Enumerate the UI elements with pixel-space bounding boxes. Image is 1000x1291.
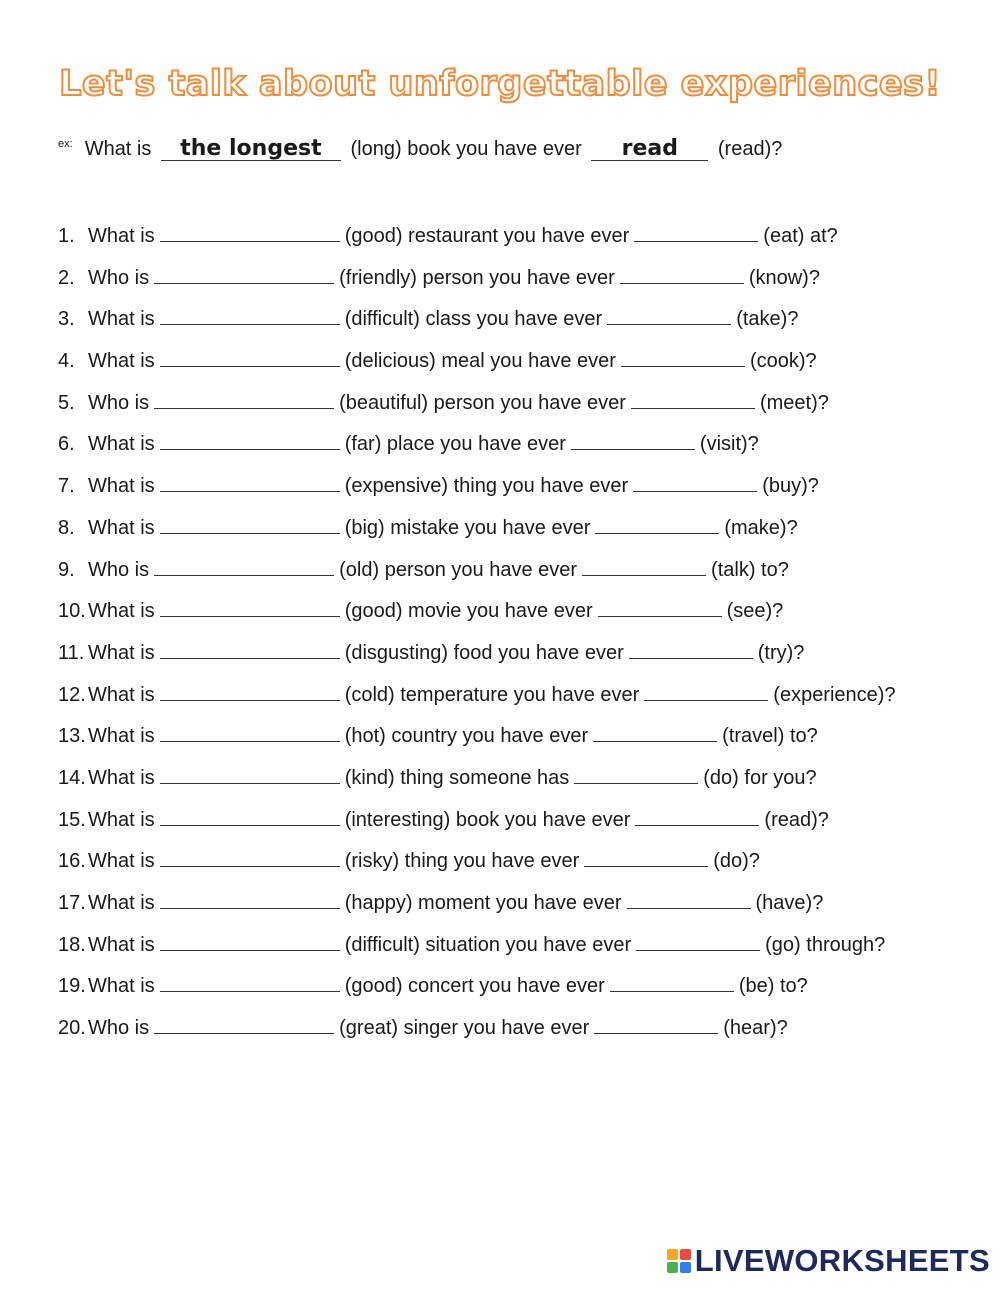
question-middle: (good) restaurant you have ever (344, 225, 630, 247)
question-item (58, 350, 896, 392)
logo-square-3 (667, 1262, 678, 1273)
question-number: 19. (58, 975, 86, 998)
question-item (58, 392, 896, 434)
answer-blank-verb[interactable] (620, 282, 744, 284)
answer-blank-verb[interactable] (584, 865, 708, 867)
question-middle: (interesting) book you have ever (344, 808, 631, 831)
question-end: (go) through? (765, 933, 886, 956)
question-start: What is (88, 600, 155, 623)
question-text (88, 225, 838, 248)
example-prefix: What is (84, 138, 152, 160)
question-item (58, 767, 896, 809)
question-end: (hear)? (723, 1017, 788, 1040)
question-text (88, 392, 829, 415)
answer-blank-verb[interactable] (636, 949, 760, 951)
answer-blank-adjective[interactable] (160, 699, 340, 701)
question-start: What is (88, 475, 155, 498)
question-item (58, 475, 896, 517)
example-sentence (58, 138, 782, 161)
question-number: 9. (58, 558, 75, 581)
example-middle: (long) book you have ever (350, 138, 582, 160)
question-list (58, 225, 896, 1059)
question-item (58, 225, 896, 267)
answer-blank-adjective[interactable] (160, 740, 340, 742)
question-start: What is (88, 350, 155, 373)
question-item (58, 725, 896, 767)
question-item (58, 892, 896, 934)
question-text (88, 308, 798, 331)
answer-blank-adjective[interactable] (160, 782, 340, 784)
question-number: 2. (58, 266, 75, 289)
answer-blank-adjective[interactable] (160, 907, 340, 909)
answer-blank-verb[interactable] (621, 365, 745, 367)
question-item (58, 559, 896, 601)
question-text (88, 350, 817, 373)
question-end: (know)? (748, 266, 820, 289)
question-item (58, 433, 896, 475)
question-text (88, 600, 783, 623)
question-middle: (disgusting) food you have ever (344, 641, 624, 664)
question-number: 16. (58, 850, 86, 873)
example-answer-1: the longest (161, 138, 341, 161)
question-number: 17. (58, 892, 86, 914)
answer-blank-verb[interactable] (629, 657, 753, 659)
worksheet-title: Let's talk about unforgettable experiences! (59, 64, 941, 104)
question-end: (see)? (726, 600, 784, 623)
answer-blank-adjective[interactable] (154, 407, 334, 409)
question-start: What is (88, 433, 155, 456)
question-text (88, 975, 808, 998)
question-number: 20. (58, 1017, 86, 1040)
question-end: (cook)? (749, 350, 817, 373)
question-middle: (cold) temperature you have ever (344, 683, 640, 706)
answer-blank-verb[interactable] (634, 240, 758, 242)
question-end: (eat) at? (763, 225, 838, 247)
question-number: 13. (58, 725, 86, 748)
question-middle: (happy) moment you have ever (344, 892, 622, 914)
answer-blank-verb[interactable] (574, 782, 698, 784)
answer-blank-verb[interactable] (607, 323, 731, 325)
answer-blank-adjective[interactable] (160, 240, 340, 242)
question-start: What is (88, 725, 155, 748)
question-start: Who is (88, 558, 150, 581)
question-start: Who is (88, 266, 150, 289)
answer-blank-verb[interactable] (594, 1032, 718, 1034)
logo-square-1 (667, 1249, 678, 1260)
question-number: 11. (58, 641, 85, 664)
question-text (88, 475, 819, 498)
answer-blank-verb[interactable] (593, 740, 717, 742)
question-end: (buy)? (762, 475, 819, 498)
question-middle: (great) singer you have ever (339, 1017, 590, 1040)
question-start: Who is (88, 1017, 150, 1040)
question-end: (meet)? (759, 391, 829, 414)
question-start: What is (88, 808, 155, 831)
question-middle: (hot) country you have ever (344, 725, 589, 748)
question-item (58, 934, 896, 976)
question-middle: (kind) thing someone has (344, 766, 570, 789)
question-text (88, 850, 760, 873)
question-text (88, 1017, 788, 1040)
question-number: 1. (58, 225, 75, 247)
question-start: What is (88, 850, 155, 873)
question-number: 14. (58, 766, 86, 789)
question-start: What is (88, 308, 155, 331)
answer-blank-adjective[interactable] (160, 490, 340, 492)
logo-square-4 (680, 1262, 691, 1273)
answer-blank-adjective[interactable] (160, 323, 340, 325)
answer-blank-adjective[interactable] (160, 615, 340, 617)
question-start: What is (88, 225, 155, 247)
question-middle: (difficult) class you have ever (344, 308, 603, 331)
question-middle: (risky) thing you have ever (344, 850, 580, 873)
question-text (88, 517, 798, 540)
question-number: 4. (58, 350, 75, 373)
question-item (58, 517, 896, 559)
question-end: (do) for you? (703, 766, 817, 789)
question-start: What is (88, 516, 155, 539)
question-end: (make)? (724, 516, 798, 539)
answer-blank-adjective[interactable] (160, 448, 340, 450)
question-number: 5. (58, 391, 75, 414)
question-number: 10. (58, 600, 86, 623)
question-text (88, 684, 896, 707)
answer-blank-adjective[interactable] (154, 574, 334, 576)
question-middle: (difficult) situation you have ever (344, 933, 632, 956)
example-answer-2: read (591, 138, 708, 161)
answer-blank-adjective[interactable] (160, 532, 340, 534)
question-end: (read)? (764, 808, 829, 831)
answer-blank-verb[interactable] (633, 490, 757, 492)
question-end: (travel) to? (722, 725, 818, 748)
question-number: 8. (58, 516, 75, 539)
answer-blank-adjective[interactable] (160, 657, 340, 659)
question-middle: (big) mistake you have ever (344, 516, 591, 539)
question-end: (try)? (757, 641, 805, 664)
liveworksheets-logo-icon (667, 1249, 691, 1273)
answer-blank-verb[interactable] (598, 615, 722, 617)
question-middle: (delicious) meal you have ever (344, 350, 616, 373)
question-item (58, 267, 896, 309)
question-item (58, 850, 896, 892)
answer-blank-verb[interactable] (644, 699, 768, 701)
question-end: (experience)? (773, 683, 896, 706)
question-item (58, 809, 896, 851)
footer-brand (667, 1243, 990, 1279)
answer-blank-adjective[interactable] (160, 865, 340, 867)
answer-blank-verb[interactable] (631, 407, 755, 409)
question-number: 12. (58, 683, 86, 706)
question-middle: (good) movie you have ever (344, 600, 593, 623)
question-middle: (good) concert you have ever (344, 975, 605, 998)
answer-blank-adjective[interactable] (154, 1032, 334, 1034)
question-number: 3. (58, 308, 75, 331)
question-text (88, 809, 829, 832)
answer-blank-verb[interactable] (582, 574, 706, 576)
question-text (88, 433, 759, 456)
answer-blank-adjective[interactable] (160, 824, 340, 826)
question-text (88, 559, 789, 582)
answer-blank-adjective[interactable] (154, 282, 334, 284)
question-middle: (expensive) thing you have ever (344, 475, 629, 498)
question-item (58, 975, 896, 1017)
question-end: (do)? (713, 850, 760, 873)
question-middle: (friendly) person you have ever (339, 266, 615, 289)
question-start: What is (88, 975, 155, 998)
answer-blank-adjective[interactable] (160, 990, 340, 992)
question-number: 7. (58, 475, 75, 498)
logo-square-2 (680, 1249, 691, 1260)
question-start: What is (88, 766, 155, 789)
question-item (58, 308, 896, 350)
question-end: (have)? (755, 892, 824, 914)
question-text (88, 267, 820, 290)
question-end: (be) to? (738, 975, 808, 998)
answer-blank-adjective[interactable] (160, 365, 340, 367)
question-middle: (beautiful) person you have ever (339, 391, 626, 414)
question-end: (visit)? (699, 433, 759, 456)
question-number: 6. (58, 433, 75, 456)
question-item (58, 684, 896, 726)
question-text (88, 892, 823, 915)
question-start: Who is (88, 391, 150, 414)
answer-blank-verb[interactable] (635, 824, 759, 826)
question-start: What is (88, 892, 155, 914)
question-item (58, 600, 896, 642)
question-end: (talk) to? (711, 558, 789, 581)
answer-blank-adjective[interactable] (160, 949, 340, 951)
brand-name: LIVEWORKSHEETS (694, 1243, 990, 1278)
question-text (88, 725, 818, 748)
example-label: ex: (58, 138, 73, 151)
example-suffix: (read)? (717, 138, 783, 160)
answer-blank-verb[interactable] (610, 990, 734, 992)
question-end: (take)? (736, 308, 799, 331)
question-item (58, 1017, 896, 1059)
question-start: What is (88, 683, 155, 706)
question-start: What is (88, 641, 155, 664)
question-start: What is (88, 933, 155, 956)
answer-blank-verb[interactable] (627, 907, 751, 909)
question-middle: (old) person you have ever (339, 558, 578, 581)
question-number: 15. (58, 808, 86, 831)
question-text (88, 767, 817, 790)
answer-blank-verb[interactable] (595, 532, 719, 534)
question-middle: (far) place you have ever (344, 433, 566, 456)
question-text (88, 934, 885, 957)
question-item (58, 642, 896, 684)
question-text (88, 642, 804, 665)
answer-blank-verb[interactable] (571, 448, 695, 450)
question-number: 18. (58, 933, 86, 956)
